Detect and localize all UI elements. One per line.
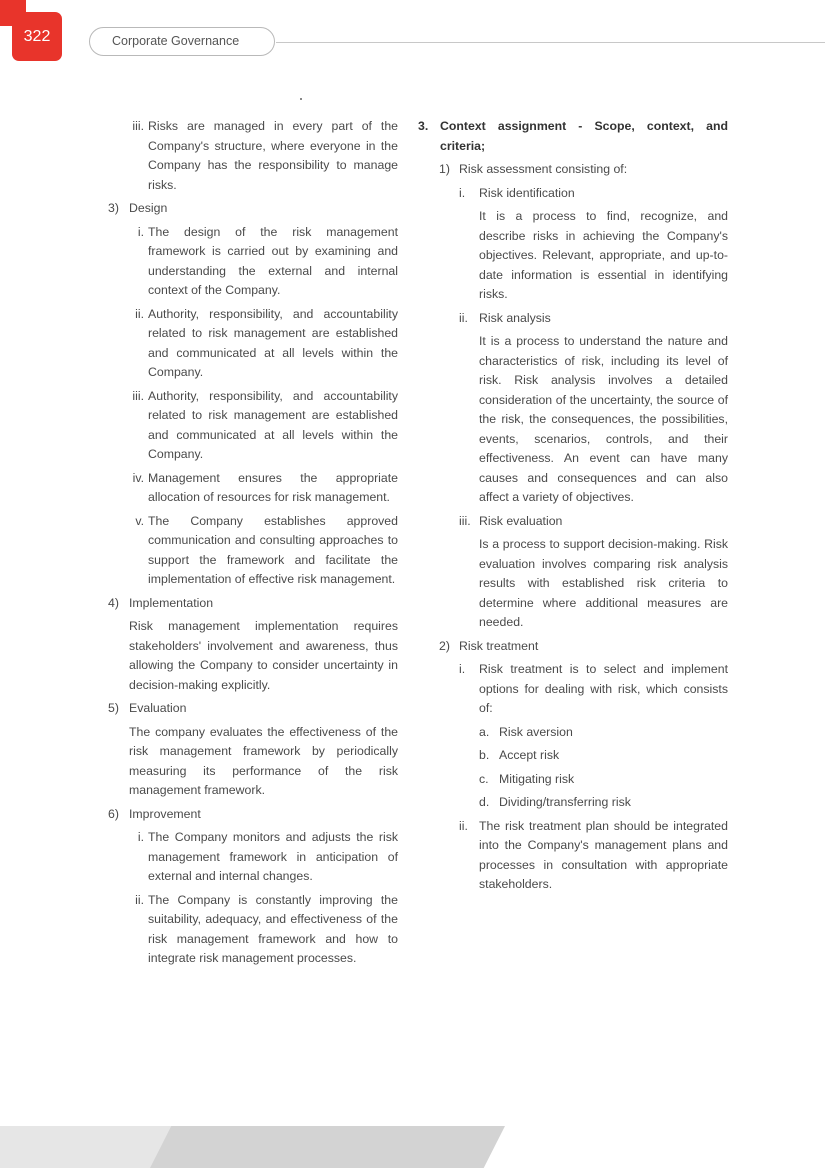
item-title: Context assignment - Scope, context, and criteria; [440, 119, 728, 153]
list-item [418, 184, 728, 204]
item-text: Management ensures the appropriate allocation of resources for risk management. [148, 470, 398, 504]
item-text: Authority, responsibility, and accountability related to risk management are established and communicated at all levels within the Company. [148, 306, 398, 379]
item-label: i. [137, 224, 144, 239]
item-text: Risks are managed in every part of the Company's structure, where everyone in the Company has the responsibility to manage risks. [148, 119, 398, 192]
list-item [108, 512, 398, 590]
footer-decoration-right [150, 1126, 505, 1168]
design-heading [108, 199, 398, 219]
list-item [108, 223, 398, 301]
item-label: 2) [439, 638, 450, 653]
list-item [108, 469, 398, 508]
list-item [108, 828, 398, 887]
item-label: v. [135, 513, 144, 528]
item-label: iii. [459, 513, 471, 528]
item-text: The risk treatment plan should be integrated into the Company's management plans and processes in consultation with appropriate stakeholders. [479, 818, 728, 891]
list-item [418, 512, 728, 532]
item-text: Accept risk [499, 748, 560, 762]
item-label: iii. [132, 388, 144, 403]
item-text: Authority, responsibility, and accountability related to risk management are established and communicated at all levels within the Company. [148, 388, 398, 461]
list-item [418, 660, 728, 719]
option-item [418, 770, 728, 790]
assessment-heading [418, 160, 728, 180]
item-text: The design of the risk management framework is carried out by examining and understanding the external and internal context of the Company. [148, 224, 398, 297]
item-label: i. [459, 662, 466, 676]
item-label: 3) [108, 201, 119, 215]
option-item [418, 793, 728, 813]
item-title: Design [129, 201, 168, 215]
item-label: ii. [459, 818, 468, 833]
evaluation-text: The company evaluates the effectiveness of the risk management framework by periodically measuring its performance of the risk management framework. [129, 724, 398, 797]
item-text: The Company monitors and adjusts the risk management framework in anticipation of external and internal changes. [148, 830, 398, 883]
item-label: 1) [439, 162, 450, 176]
list-item [108, 305, 398, 383]
item-label: 4) [108, 595, 119, 610]
improvement-heading [108, 805, 398, 825]
item-text: Is a process to support decision-making. Risk evaluation involves comparing risk analysis results with established risk criteria to determine where additional measures are needed. [479, 537, 728, 629]
item-label: iv. [132, 470, 144, 485]
item-text: Risk treatment is to select and implement options for dealing with risk, which consists of: [479, 662, 728, 715]
item-label: i. [137, 830, 144, 844]
item-title: Improvement [129, 806, 201, 821]
item-title: Evaluation [129, 701, 187, 715]
item-text: It is a process to find, recognize, and describe risks in achieving the Company's objectives. Relevant, appropriate, and up-to-date information is essential in identifying risks. [479, 209, 728, 301]
item-label: ii. [135, 306, 144, 321]
item-title: Risk assessment consisting of: [459, 162, 628, 176]
item-label: 3. [418, 119, 429, 133]
item-text: The Company is constantly improving the suitability, adequacy, and effectiveness of the risk management framework and how to integrate risk management processes. [148, 892, 398, 965]
list-item [418, 817, 728, 895]
item-text: Risk aversion [499, 724, 573, 739]
item-label: d. [479, 795, 490, 809]
header-rule [276, 42, 825, 43]
evaluation-heading [108, 699, 398, 719]
option-item [418, 723, 728, 743]
item-title: Risk identification [479, 185, 575, 200]
item-title: Risk analysis [479, 310, 551, 325]
item-label: ii. [135, 892, 144, 907]
list-item [418, 309, 728, 329]
page-number: 322 [23, 28, 51, 45]
implementation-text: Risk management implementation requires stakeholders' involvement and awareness, thus allowing the Company to consider uncertainty in decision-making explicitly. [129, 619, 398, 692]
item-label: a. [479, 724, 490, 739]
item-text: Mitigating risk [499, 771, 575, 786]
item-label: b. [479, 748, 490, 762]
item-label: 5) [108, 701, 119, 715]
item-title: Risk treatment [459, 638, 539, 653]
item-label: i. [459, 185, 466, 200]
item-label: iii. [132, 119, 144, 133]
item-text: The Company establishes approved communication and consulting approaches to support the framework and facilitate the implementation of effective risk management. [148, 513, 398, 586]
list-item [108, 387, 398, 465]
item-text: Dividing/transferring risk [499, 795, 631, 809]
context-heading [418, 117, 728, 156]
item-text: It is a process to understand the nature and characteristics of risk, including its level of risk. Risk analysis involves a detailed consideration of the uncertainty, the source of the risk, the consequences, the possibilities, events, scenarios, controls, and their effectiveness. An event can have many causes and consequences and can also affect a variety of objectives. [479, 334, 728, 504]
left-column [108, 117, 398, 973]
stray-dot [300, 98, 302, 100]
item-label: c. [479, 771, 489, 786]
page-number-badge [12, 12, 62, 61]
treatment-heading [418, 637, 728, 657]
right-column [418, 117, 728, 899]
item-title: Risk evaluation [479, 513, 563, 528]
item-label: ii. [459, 310, 468, 325]
option-item [418, 746, 728, 766]
section-title-tag: Corporate Governance [89, 27, 275, 56]
item-label: 6) [108, 806, 119, 821]
item-title: Implementation [129, 595, 214, 610]
list-item [108, 117, 398, 195]
list-item [108, 891, 398, 969]
implementation-heading [108, 594, 398, 614]
footer-decoration-left [0, 1126, 172, 1168]
